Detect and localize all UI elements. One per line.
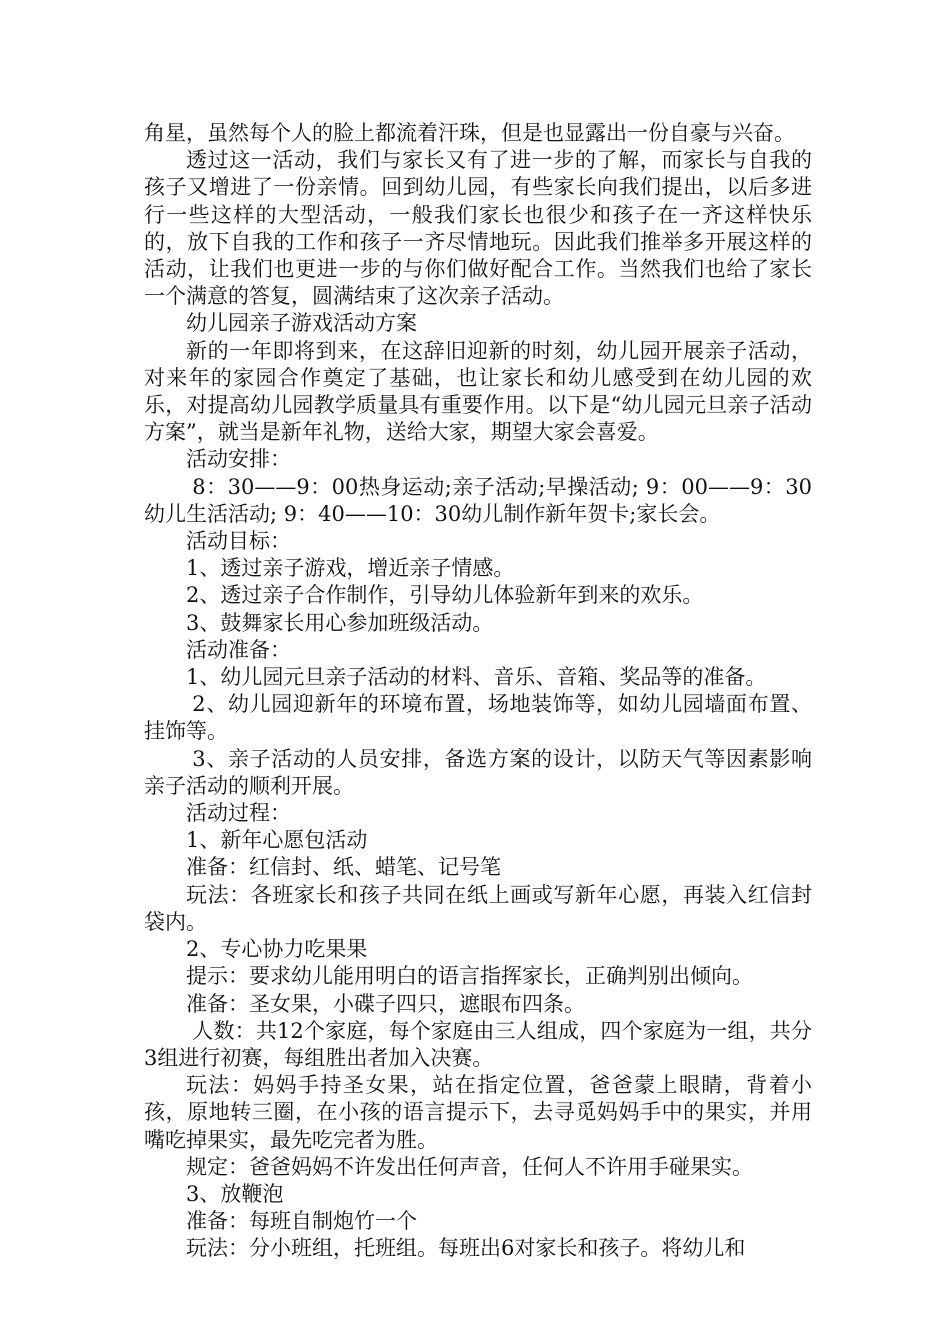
list-item: 1、幼儿园元旦亲子活动的材料、音乐、音箱、奖品等的准备。: [186, 665, 767, 690]
list-item: 1、透过亲子游戏，增近亲子情感。: [186, 556, 515, 581]
paragraph: 玩法：妈妈手持圣女果，站在指定位置，爸爸蒙上眼睛，背着小孩，原地转三圈，在小孩的语言提示下，去寻觅妈妈手中的果实，并用嘴吃掉果实，最先吃完者为胜。: [144, 1073, 812, 1152]
list-item: 2、透过亲子合作制作，引导幼儿体验新年到来的欢乐。: [186, 583, 704, 608]
paragraph: 角星，虽然每个人的脸上都流着汗珠，但是也显露出一份自豪与兴奋。: [144, 121, 795, 145]
section-heading: 活动目标：: [186, 529, 291, 554]
paragraph: 玩法：分小班组，托班组。每班出6对家长和孩子。将幼儿和: [186, 1236, 746, 1261]
paragraph: 准备：圣女果，小碟子四只，遮眼布四条。: [186, 991, 585, 1016]
list-item: 1、新年心愿包活动: [186, 828, 368, 853]
paragraph: 准备：每班自制炮竹一个: [186, 1209, 417, 1234]
list-item: 3、亲子活动的人员安排，备选方案的设计，以防天气等因素影响亲子活动的顺利开展。: [144, 746, 812, 798]
section-heading: 活动过程：: [186, 801, 291, 826]
paragraph: 规定：爸爸妈妈不许发出任何声音，任何人不许用手碰果实。: [186, 1154, 753, 1179]
paragraph: 提示：要求幼儿能用明白的语言指挥家长，正确判别出倾向。: [186, 964, 753, 989]
paragraph: 透过这一活动，我们与家长又有了进一步的了解，而家长与自我的孩子又增进了一份亲情。回到幼儿园，有些家长向我们提出，以后多进行一些这样的大型活动，一般我们家长也很少和孩子在一齐这样快乐的，放下自我的工作和孩子一齐尽情地玩。因此我们推举多开展这样的活动，让我们也更进一步的与你们做好配合工作。当然我们也给了家长一个满意的答复，圆满结束了这次亲子活动。: [144, 148, 812, 309]
paragraph: 玩法：各班家长和孩子共同在纸上画或写新年心愿，再装入红信封袋内。: [144, 882, 812, 934]
document-page: [144, 120, 812, 1263]
list-item: 3、鼓舞家长用心参加班级活动。: [186, 610, 494, 635]
section-heading: 活动准备：: [186, 637, 291, 662]
paragraph: 人数：共12个家庭，每个家庭由三人组成，四个家庭为一组，共分3组进行初赛，每组胜出者加入决赛。: [144, 1018, 812, 1070]
section-title: 幼儿园亲子游戏活动方案: [186, 311, 417, 336]
paragraph: 8：30——9：00热身运动;亲子活动;早操活动; 9：00——9：30幼儿生活活动; 9：40——10：30幼儿制作新年贺卡;家长会。: [144, 474, 812, 526]
list-item: 2、幼儿园迎新年的环境布置，场地装饰等，如幼儿园墙面布置、挂饰等。: [144, 692, 812, 744]
paragraph: 准备：红信封、纸、蜡笔、记号笔: [186, 855, 501, 880]
list-item: 2、专心协力吃果果: [186, 937, 368, 962]
list-item: 3、放鞭泡: [186, 1181, 284, 1206]
section-heading: 活动安排：: [186, 447, 291, 472]
paragraph: 新的一年即将到来，在这辞旧迎新的时刻，幼儿园开展亲子活动，对来年的家园合作奠定了基础，也让家长和幼儿感受到在幼儿园的欢乐，对提高幼儿园教学质量具有重要作用。以下是“幼儿园元旦亲子活动方案”，就当是新年礼物，送给大家，期望大家会喜爱。: [144, 338, 812, 445]
